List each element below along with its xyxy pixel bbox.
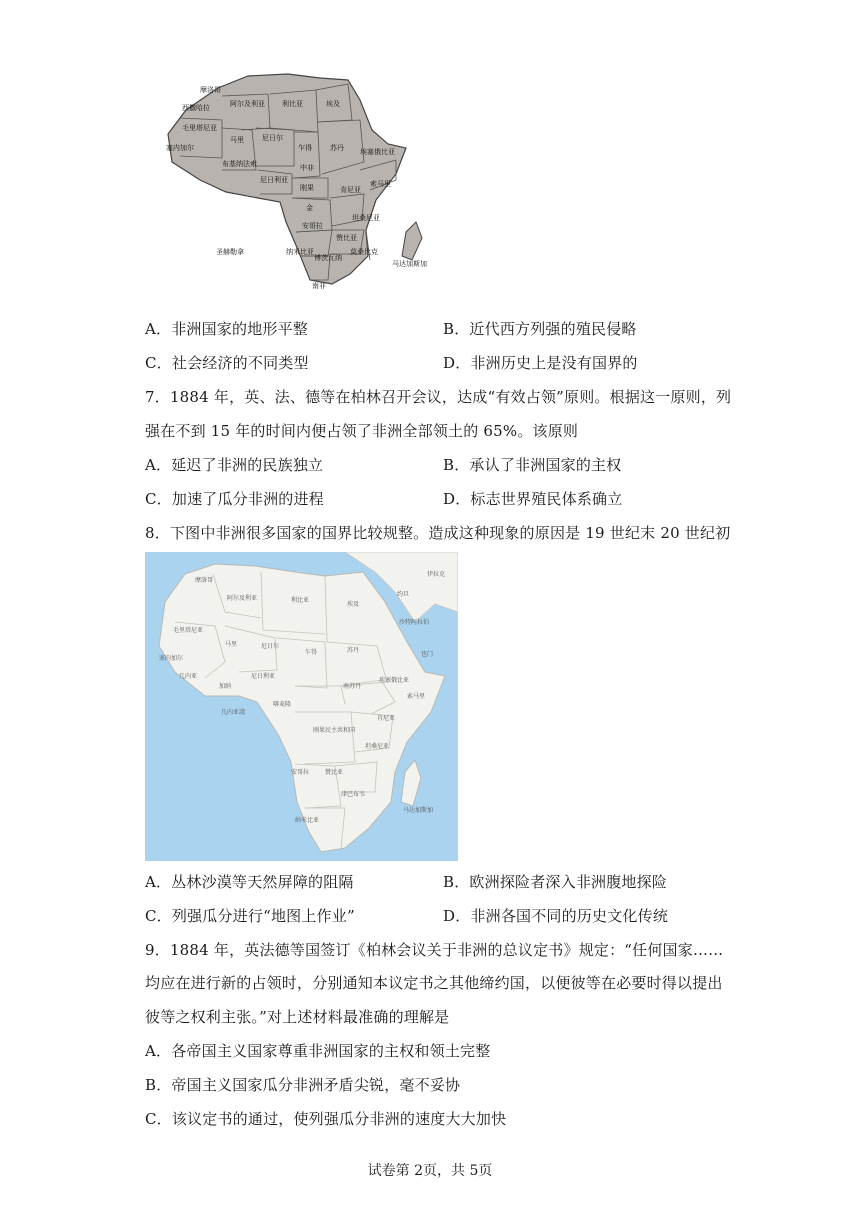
map1-label: 尼日尔 [262,134,283,142]
map1-label: 中非 [300,164,314,172]
map1-label: 马达加斯加 [392,260,427,268]
q6-option-a: A．非洲国家的地形平整 [145,320,309,338]
map1-label: 肯尼亚 [340,186,361,194]
map1-label: 苏丹 [330,144,344,152]
map2-label: 南苏丹 [343,683,362,690]
map1-label: 埃及 [326,100,340,108]
q6-option-b: B．近代西方列强的殖民侵略 [443,320,637,338]
map2-label: 约旦 [397,591,410,598]
map2-label: 几内亚 [179,673,198,680]
map1-label: 赞比亚 [336,234,357,242]
map2-label: 纳米比亚 [295,817,320,824]
map2-label: 塞内加尔 [159,655,184,662]
africa-political-map-color [145,552,458,861]
africa-political-map-grayscale [160,70,436,306]
q8-stem-line-1: 8．下图中非洲很多国家的国界比较规整。造成这种现象的原因是 19 世纪末 20 世纪初 [145,524,731,542]
q8-option-d: D．非洲各国不同的历史文化传统 [443,907,669,925]
map1-label: 金 [306,204,313,212]
map2-label: 津巴布韦 [341,791,366,798]
map2-label: 阿尔及利亚 [227,595,258,602]
q8-option-a: A．丛林沙漠等天然屏障的阻隔 [145,873,354,891]
map2-label: 坦桑尼亚 [365,743,390,750]
q9-stem-line-3: 彼等之权利主张。”对上述材料最准确的理解是 [145,1008,450,1026]
map2-label: 安哥拉 [291,769,310,776]
q7-stem-line-2: 强在不到 15 年的时间内便占领了非洲全部领土的 65%。该原则 [145,422,579,440]
q9-option-b: B．帝国主义国家瓜分非洲矛盾尖锐，毫不妥协 [145,1076,461,1094]
map1-label: 阿尔及利亚 [230,100,265,108]
map1-label: 埃塞俄比亚 [360,148,395,156]
africa-map-2-svg [145,552,458,861]
page-footer: 试卷第 2页，共 5页 [367,1163,493,1179]
map2-label: 摩洛哥 [195,577,214,584]
q8-option-b: B．欧洲探险者深入非洲腹地探险 [443,873,668,891]
map2-label: 伊拉克 [427,571,446,578]
map2-label: 埃及 [347,601,360,608]
map2-label: 马达加斯加 [403,807,434,814]
map1-label: 利比亚 [282,100,303,108]
map2-label: 毛里塔尼亚 [173,627,204,634]
q8-option-c: C．列强瓜分进行“地图上作业” [145,907,355,925]
q7-option-a: A．延迟了非洲的民族独立 [145,456,324,474]
map2-label: 埃塞俄比亚 [379,677,410,684]
q9-option-c: C．该议定书的通过，使列强瓜分非洲的速度大大加快 [145,1110,507,1128]
map2-label: 刚果民主共和国 [313,727,356,734]
map2-label: 赞比亚 [325,769,344,776]
map2-label: 乍得 [305,649,318,656]
map1-label: 西撒哈拉 [182,104,210,112]
map2-label: 利比亚 [291,597,310,604]
map2-label: 尼日尔 [261,643,280,650]
map1-label: 乍得 [298,144,312,152]
map1-label: 摩洛哥 [200,86,221,94]
map1-label: 塞内加尔 [166,144,194,152]
africa-map-1-svg [160,70,436,306]
map2-label: 苏丹 [347,647,360,654]
map2-label: 几内亚湾 [221,709,246,716]
q6-option-d: D．非洲历史上是没有国界的 [443,354,638,372]
q7-stem-line-1: 7．1884 年，英、法、德等在柏林召开会议，达成“有效占领”原则。根据这一原则，列 [145,388,732,406]
map1-label: 刚果 [300,184,314,192]
map1-label: 莫桑比克 [350,248,378,256]
map2-label: 沙特阿拉伯 [399,619,430,626]
map1-label: 布基纳法索 [222,160,257,168]
map1-label: 博茨瓦纳 [314,254,342,262]
map2-label: 肯尼亚 [377,715,396,722]
map1-label: 毛里塔尼亚 [182,124,217,132]
map2-label: 喀麦隆 [273,701,292,708]
map1-label: 圣赫勒拿 [216,248,244,256]
map1-label: 马里 [230,136,244,144]
map2-label: 马里 [225,641,238,648]
map1-label: 纳米比亚 [286,248,314,256]
q9-option-a: A．各帝国主义国家尊重非洲国家的主权和领土完整 [145,1042,491,1060]
q9-stem-line-2: 均应在进行新的占领时，分别通知本议定书之其他缔约国，以便彼等在必要时得以提出 [145,974,723,992]
map1-label: 安哥拉 [302,222,323,230]
q7-option-b: B．承认了非洲国家的主权 [443,456,622,474]
map1-label: 坦桑尼亚 [352,214,380,222]
map1-label: 索马里 [370,180,391,188]
map2-label: 索马里 [407,693,426,700]
map2-label: 也门 [421,651,434,658]
map1-label: 尼日利亚 [260,176,288,184]
map2-label: 尼日利亚 [251,673,276,680]
q7-option-d: D．标志世界殖民体系确立 [443,490,623,508]
q7-option-c: C．加速了瓜分非洲的进程 [145,490,324,508]
q9-stem-line-1: 9．1884 年，英法德等国签订《柏林会议关于非洲的总议定书》规定：“任何国家…… [145,941,724,959]
map2-label: 加纳 [219,683,232,690]
q6-option-c: C．社会经济的不同类型 [145,354,309,372]
map1-label: 南非 [312,282,326,290]
